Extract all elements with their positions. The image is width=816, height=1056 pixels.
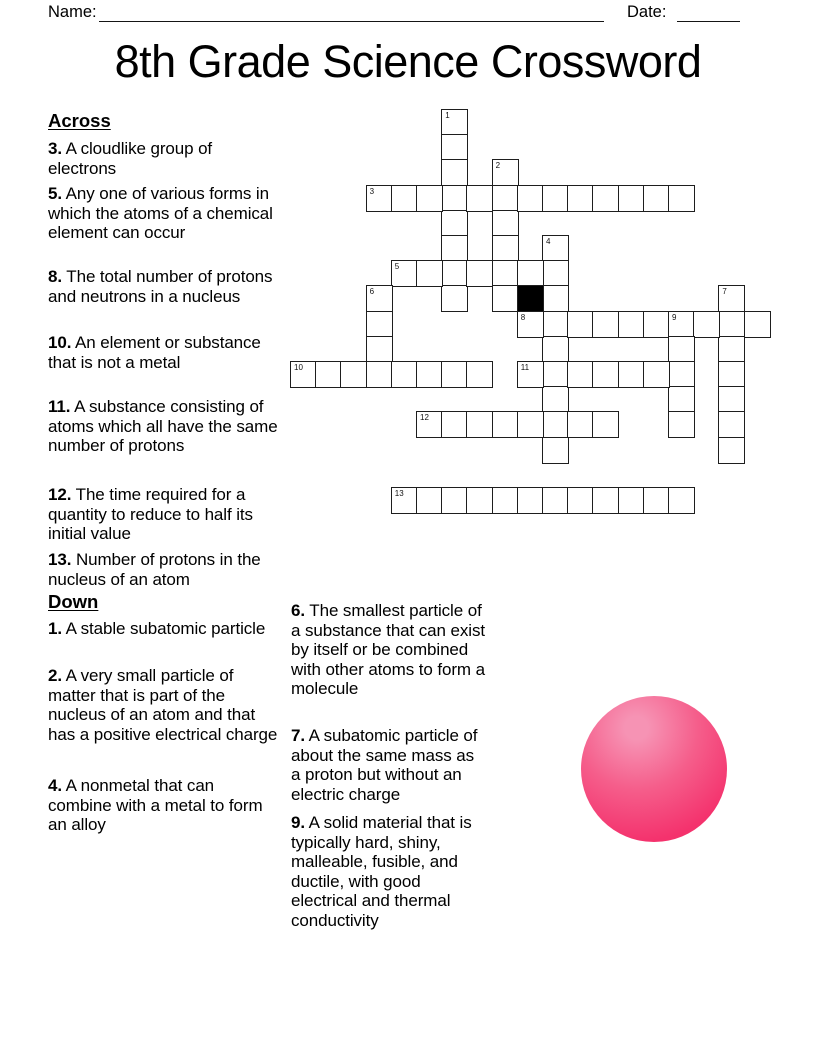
clue — [48, 485, 280, 544]
grid-cell — [391, 487, 418, 514]
clue-text: A cloudlike group of electrons — [48, 139, 213, 178]
clue-text: A nonmetal that can combine with a metal to form an alloy — [48, 776, 263, 835]
grid-cell — [618, 185, 645, 212]
grid-cell — [391, 185, 418, 212]
page-title: 8th Grade Science Crossword — [114, 36, 702, 87]
grid-cell — [693, 311, 720, 338]
name-blank-line — [99, 6, 604, 22]
clue-text: A substance consisting of atoms which all have the same number of protons — [48, 397, 278, 456]
grid-cell — [441, 185, 468, 212]
clue-number: 1. — [48, 619, 62, 638]
clue — [48, 267, 280, 306]
grid-cell — [592, 411, 619, 438]
clue-text: An element or substance that is not a metal — [48, 333, 261, 372]
grid-cell — [441, 210, 468, 237]
down-heading: Down — [48, 591, 99, 612]
grid-cell — [492, 235, 519, 262]
clue — [291, 813, 487, 931]
grid-cell — [542, 411, 569, 438]
clue — [48, 666, 280, 744]
grid-cell — [340, 361, 367, 388]
grid-cell — [592, 361, 619, 388]
grid-cell — [668, 361, 695, 388]
grid-cell — [542, 386, 569, 413]
grid-cell — [517, 487, 544, 514]
grid-cell — [517, 361, 544, 388]
grid-cell — [542, 487, 569, 514]
grid-cell — [718, 285, 745, 312]
clue-text: A very small particle of matter that is part of the nucleus of an atom and that has a positive electrical charge — [48, 666, 278, 744]
grid-cell — [466, 487, 493, 514]
grid-cell — [366, 311, 393, 338]
cell-number: 9 — [672, 312, 677, 322]
grid-cell — [466, 361, 493, 388]
grid-cell — [668, 386, 695, 413]
grid-cell — [567, 311, 594, 338]
grid-cell — [718, 411, 745, 438]
grid-cell — [718, 361, 745, 388]
grid-cell — [416, 487, 443, 514]
grid-cell — [441, 285, 468, 312]
clue — [48, 184, 280, 243]
cell-number: 5 — [394, 262, 400, 272]
black-cell — [517, 285, 544, 312]
grid-cell — [441, 411, 468, 438]
clue-text: A subatomic particle of about the same mass as a proton but without an electric charge — [291, 726, 478, 804]
clue-number: 4. — [48, 776, 62, 795]
grid-cell — [492, 285, 519, 312]
grid-cell — [542, 260, 569, 287]
grid-cell — [517, 411, 544, 438]
grid-cell — [517, 185, 544, 212]
grid-cell — [416, 185, 443, 212]
clue-text: A solid material that is typically hard, shiny, malleable, fusible, and ductile, with good electrical and thermal conductivity — [291, 813, 472, 930]
grid-cell — [668, 311, 695, 338]
clue-text: The total number of protons and neutrons in a nucleus — [48, 267, 273, 306]
grid-cell — [668, 336, 695, 363]
cell-number: 11 — [520, 363, 530, 372]
cell-number: 3 — [369, 186, 375, 196]
grid-cell — [618, 361, 645, 388]
grid-cell — [718, 336, 745, 363]
grid-cell — [517, 260, 544, 287]
grid-cell — [492, 411, 519, 438]
grid-cell — [542, 437, 569, 464]
name-label: Name: — [48, 3, 97, 21]
grid-cell — [366, 336, 393, 363]
grid-cell — [592, 185, 619, 212]
grid-cell — [718, 386, 745, 413]
grid-cell — [643, 487, 670, 514]
clue — [291, 726, 487, 804]
grid-cell — [542, 235, 569, 262]
grid-cell — [643, 311, 670, 338]
grid-cell — [492, 185, 519, 212]
clue-number: 9. — [291, 813, 305, 832]
cell-number: 4 — [546, 237, 551, 246]
grid-cell — [542, 336, 569, 363]
grid-cell — [618, 311, 645, 338]
clue — [48, 139, 280, 178]
cell-number: 6 — [369, 287, 375, 297]
grid-cell — [416, 411, 443, 438]
clue-number: 5. — [48, 184, 62, 203]
grid-cell — [441, 134, 468, 161]
grid-cell — [492, 210, 519, 237]
grid-cell — [441, 487, 468, 514]
grid-cell — [517, 311, 544, 338]
grid-cell — [366, 285, 393, 312]
pink-sphere-image — [581, 696, 727, 842]
across-heading: Across — [48, 110, 111, 131]
grid-cell — [542, 185, 569, 212]
grid-cell — [542, 285, 569, 312]
clue-text: Any one of various forms in which the atoms of a chemical element can occur — [48, 184, 273, 243]
grid-cell — [466, 411, 493, 438]
cell-number: 8 — [520, 312, 526, 322]
clue — [48, 333, 280, 372]
grid-cell — [366, 185, 393, 212]
grid-cell — [366, 361, 393, 388]
grid-cell — [567, 487, 594, 514]
clue-text: The time required for a quantity to reduce to half its initial value — [48, 485, 253, 544]
cell-number: 13 — [394, 489, 404, 498]
cell-number: 2 — [495, 161, 501, 171]
clue — [291, 601, 487, 699]
grid-cell — [290, 361, 317, 388]
grid-cell — [441, 109, 468, 136]
cell-number: 1 — [445, 111, 450, 120]
grid-cell — [668, 411, 695, 438]
grid-cell — [315, 361, 342, 388]
grid-cell — [618, 487, 645, 514]
grid-cell — [441, 260, 468, 287]
grid-cell — [542, 361, 569, 388]
cell-number: 10 — [294, 363, 303, 372]
date-blank-line — [677, 6, 740, 22]
clue-number: 11. — [48, 397, 71, 416]
date-label: Date: — [627, 3, 667, 21]
grid-cell — [668, 487, 695, 514]
grid-cell — [391, 260, 418, 287]
grid-cell — [441, 361, 468, 388]
grid-cell — [416, 361, 443, 388]
grid-cell — [441, 159, 468, 186]
grid-cell — [492, 487, 519, 514]
grid-cell — [466, 260, 493, 287]
clue-number: 7. — [291, 726, 305, 745]
grid-cell — [567, 361, 594, 388]
clue-text: A stable subatomic particle — [61, 619, 266, 638]
clue-number: 13. — [48, 550, 72, 569]
clue-number: 6. — [291, 601, 305, 620]
clue — [48, 397, 280, 456]
clue — [48, 619, 280, 639]
clue-number: 8. — [48, 267, 62, 286]
clue — [48, 550, 280, 589]
clue-text: Number of protons in the nucleus of an atom — [48, 550, 261, 589]
clue-number: 2. — [48, 666, 62, 685]
grid-cell — [643, 361, 670, 388]
grid-cell — [592, 487, 619, 514]
grid-cell — [391, 361, 418, 388]
grid-cell — [492, 260, 519, 287]
grid-cell — [492, 159, 519, 186]
clue-number: 3. — [48, 139, 62, 158]
grid-cell — [668, 185, 695, 212]
grid-cell — [542, 311, 569, 338]
grid-cell — [718, 311, 745, 338]
grid-cell — [416, 260, 443, 287]
clue-number: 12. — [48, 485, 72, 504]
grid-cell — [718, 437, 745, 464]
grid-cell — [466, 185, 493, 212]
grid-cell — [643, 185, 670, 212]
grid-cell — [567, 411, 594, 438]
grid-cell — [744, 311, 771, 338]
clue-number: 10. — [48, 333, 72, 352]
cell-number: 7 — [722, 287, 727, 297]
clue-text: The smallest particle of a substance that can exist by itself or be combined with other atoms to form a molecule — [291, 601, 485, 699]
grid-cell — [567, 185, 594, 212]
grid-cell — [441, 235, 468, 262]
grid-cell — [592, 311, 619, 338]
clue — [48, 776, 280, 835]
cell-number: 12 — [420, 413, 429, 423]
